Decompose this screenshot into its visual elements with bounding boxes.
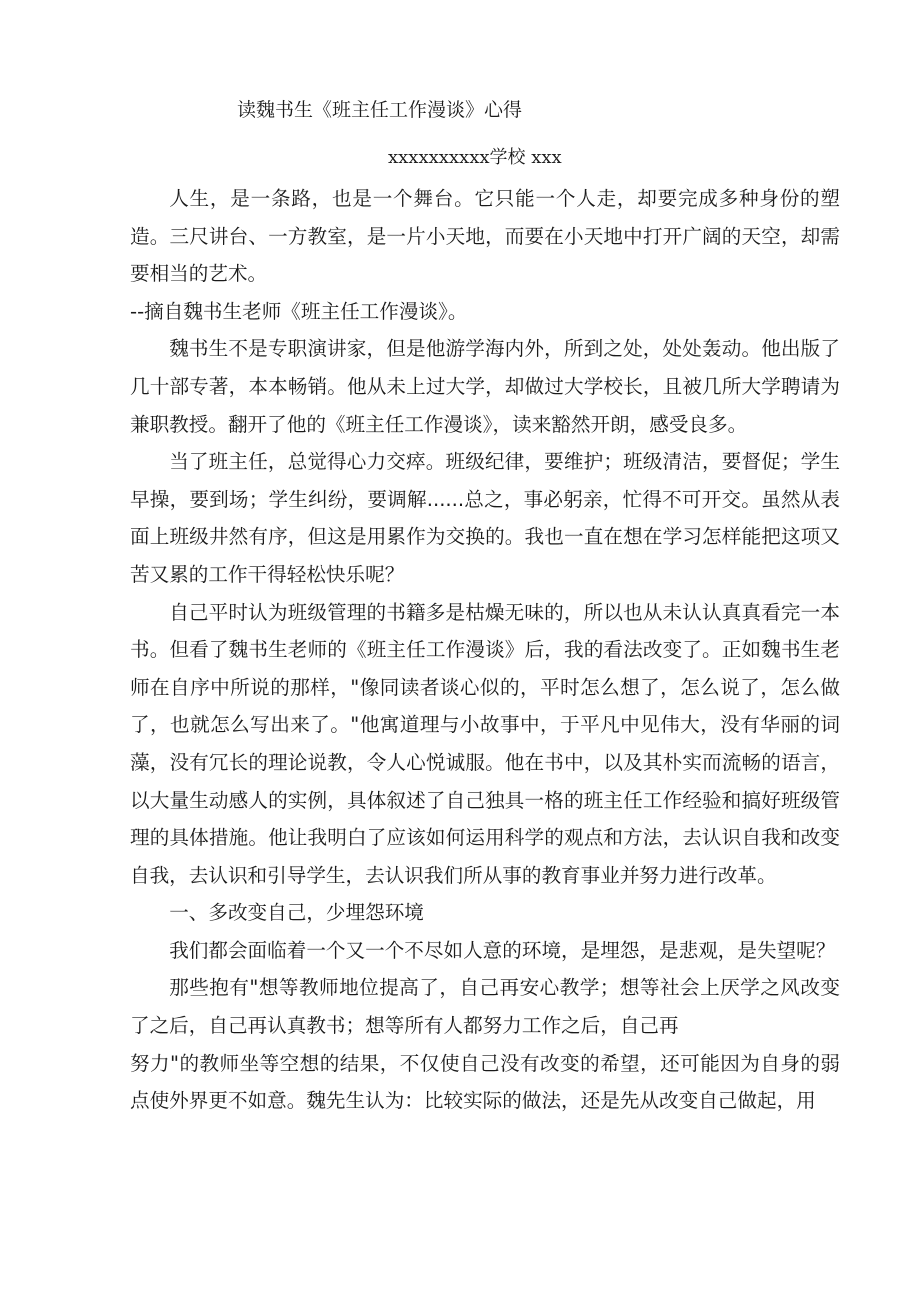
- document-title: 读魏书生《班主任工作漫谈》心得: [237, 99, 523, 121]
- paragraph-opening-quote: 人生，是一条路，也是一个舞台。它只能一个人走，却要完成多种身份的塑造。三尺讲台、一方教室，是一片小天地，而要在小天地中打开广阔的天空，却需要相当的艺术。: [130, 187, 840, 286]
- section-heading: 一、多改变自己，少埋怨环境: [169, 901, 424, 925]
- paragraph-book-review: 自己平时认为班级管理的书籍多是枯燥无味的，所以也从未认认真真看完一本书。但看了魏书生老师的《班主任工作漫谈》后，我的看法改变了。正如魏书生老师在自序中所说的那样，"像同读者谈心似的，平时怎么想了，怎么说了，怎么做了，也就怎么写出来了。"他寓道理与小故事中，于平凡中见伟大，没有华丽的词藻，没有冗长的理论说教，令人心悦诚服。他在书中，以及其朴实而流畅的语言，以大量生动感人的实例，具体叙述了自己独具一格的班主任工作经验和搞好班级管理的具体措施。他让我明白了应该如何运用科学的观点和方法，去认识自我和改变自我，去认识和引导学生，去认识我们所从事的教育事业并努力进行改革。: [130, 600, 840, 887]
- paragraph-waiting: 那些抱有"想等教师地位提高了，自己再安心教学；想等社会上厌学之风改变了之后，自己再认真教书；想等所有人都努力工作之后，自己再: [130, 976, 840, 1038]
- paragraph-environment: 我们都会面临着一个又一个不尽如人意的环境，是埋怨，是悲观，是失望呢？: [169, 938, 836, 962]
- paragraph-about-author: 魏书生不是专职演讲家，但是他游学海内外，所到之处，处处轰动。他出版了几十部专著，本本畅销。他从未上过大学，却做过大学校长，且被几所大学聘请为兼职教授。翻开了他的《班主任工作漫谈》，读来豁然开朗，感受良多。: [130, 337, 840, 436]
- paragraph-class-teacher: 当了班主任，总觉得心力交瘁。班级纪律，要维护；班级清洁，要督促；学生早操，要到场；学生纠纷，要调解......总之，事必躬亲，忙得不可开交。虽然从表面上班级井然有序，但这是用累作为交换的。我也一直在想在学习怎样能把这项又苦又累的工作干得轻松快乐呢？: [130, 450, 840, 586]
- document-author: xxxxxxxxxx学校 xxx: [388, 147, 562, 168]
- document-body: [130, 180, 840, 1120]
- paragraph-continued: 努力"的教师坐等空想的结果，不仅使自己没有改变的希望，还可能因为自身的弱点使外界更不如意。魏先生认为：比较实际的做法，还是先从改变自己做起，用: [130, 1051, 840, 1113]
- quote-source: --摘自魏书生老师《班主任工作漫谈》。: [130, 299, 468, 323]
